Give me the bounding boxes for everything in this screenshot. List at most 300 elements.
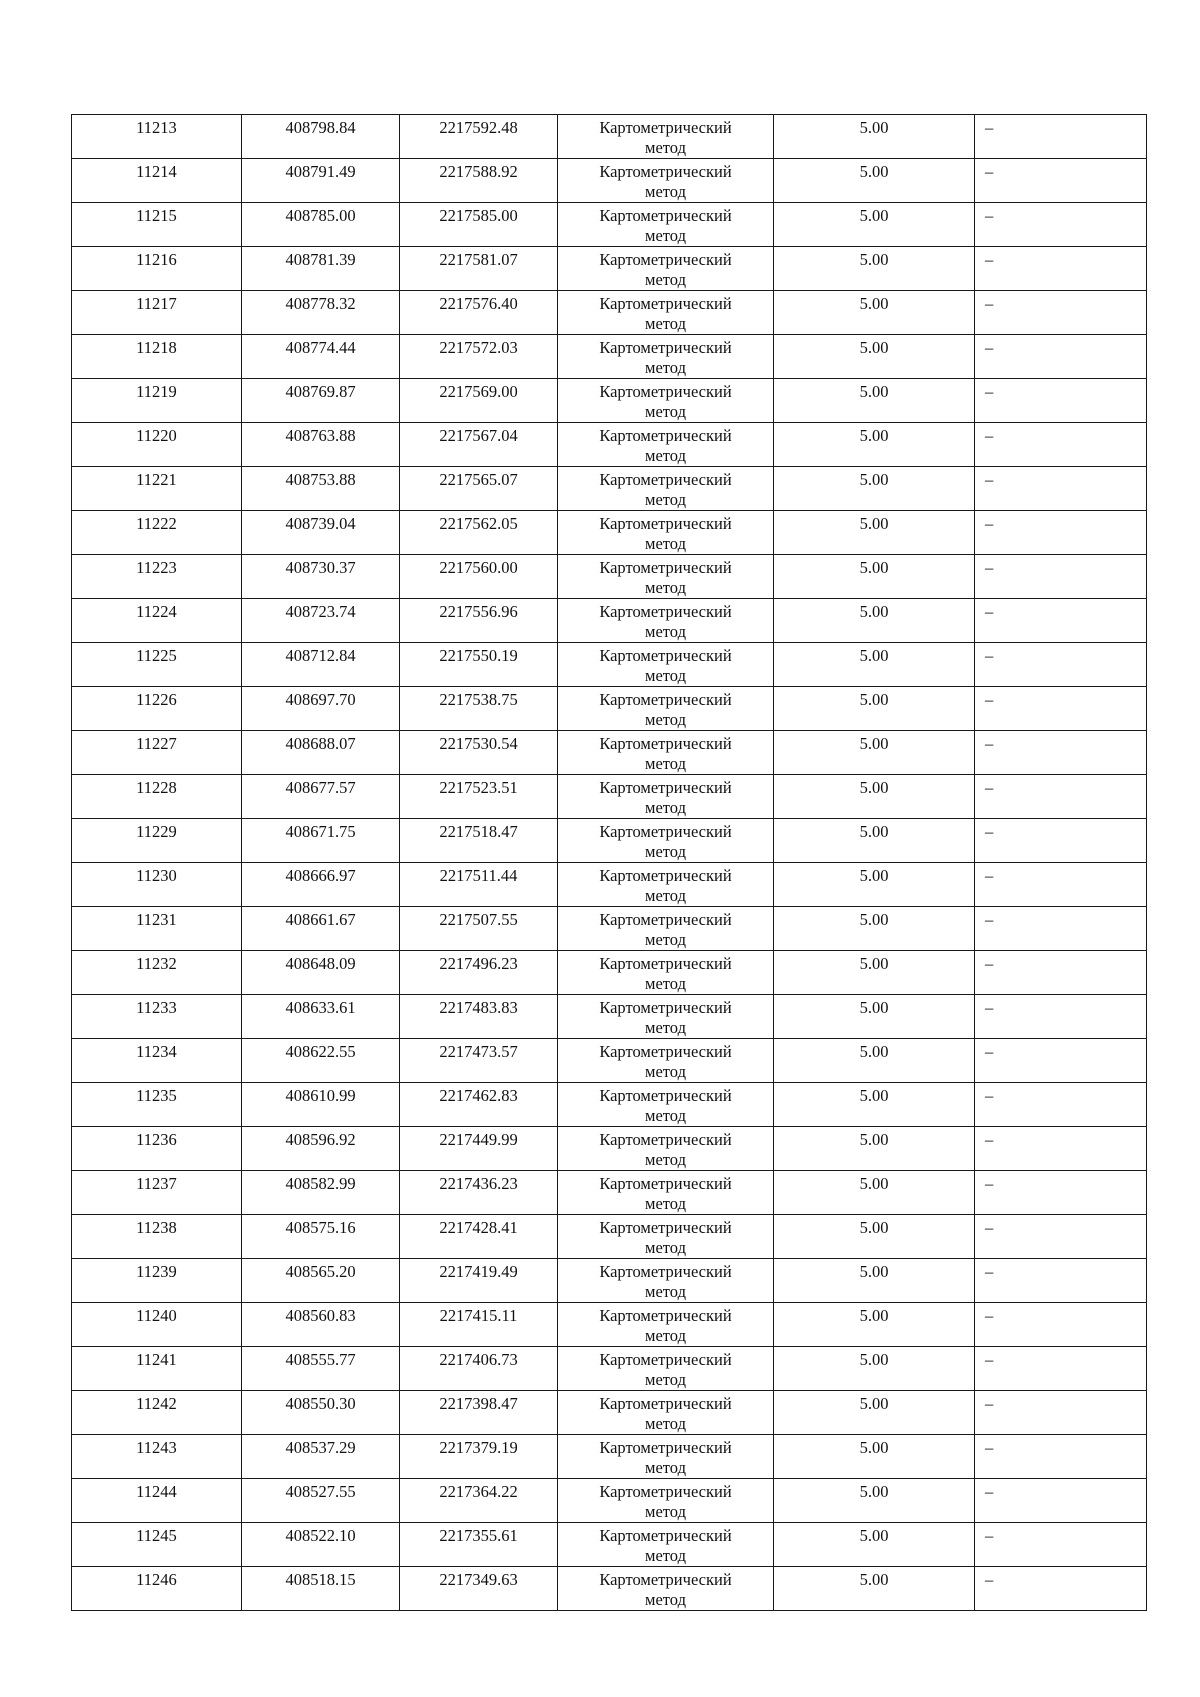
x-coordinate-cell: 408518.15	[242, 1567, 400, 1611]
x-coordinate-cell: 408774.44	[242, 335, 400, 379]
table-row	[72, 643, 1147, 687]
method-cell	[558, 115, 774, 159]
y-coordinate-cell: 2217565.07	[400, 467, 558, 511]
note-cell: –	[975, 1303, 1147, 1347]
x-coordinate-cell: 408763.88	[242, 423, 400, 467]
x-coordinate-cell: 408677.57	[242, 775, 400, 819]
y-coordinate-cell: 2217364.22	[400, 1479, 558, 1523]
method-line-2: метод	[645, 886, 686, 905]
method-cell	[558, 1127, 774, 1171]
point-number-cell: 11224	[72, 599, 242, 643]
point-number-cell: 11237	[72, 1171, 242, 1215]
x-coordinate-cell: 408661.67	[242, 907, 400, 951]
table-row	[72, 1435, 1147, 1479]
y-coordinate-cell: 2217507.55	[400, 907, 558, 951]
y-coordinate-cell: 2217355.61	[400, 1523, 558, 1567]
table-row	[72, 1083, 1147, 1127]
method-line-2: метод	[645, 1370, 686, 1389]
method-line-2: метод	[645, 1150, 686, 1169]
y-coordinate-cell: 2217379.19	[400, 1435, 558, 1479]
x-coordinate-cell: 408610.99	[242, 1083, 400, 1127]
method-cell	[558, 555, 774, 599]
method-line-2: метод	[645, 1282, 686, 1301]
point-number-cell: 11234	[72, 1039, 242, 1083]
x-coordinate-cell: 408785.00	[242, 203, 400, 247]
accuracy-cell: 5.00	[774, 1259, 975, 1303]
method-line-1: Картометрический	[599, 1130, 732, 1149]
y-coordinate-cell: 2217588.92	[400, 159, 558, 203]
table-row	[72, 291, 1147, 335]
accuracy-cell: 5.00	[774, 775, 975, 819]
note-cell: –	[975, 995, 1147, 1039]
x-coordinate-cell: 408560.83	[242, 1303, 400, 1347]
accuracy-cell: 5.00	[774, 1435, 975, 1479]
y-coordinate-cell: 2217556.96	[400, 599, 558, 643]
method-cell	[558, 291, 774, 335]
accuracy-cell: 5.00	[774, 1479, 975, 1523]
y-coordinate-cell: 2217406.73	[400, 1347, 558, 1391]
method-line-2: метод	[645, 842, 686, 861]
point-number-cell: 11240	[72, 1303, 242, 1347]
point-number-cell: 11214	[72, 159, 242, 203]
y-coordinate-cell: 2217538.75	[400, 687, 558, 731]
note-cell: –	[975, 1127, 1147, 1171]
table-row	[72, 1039, 1147, 1083]
y-coordinate-cell: 2217567.04	[400, 423, 558, 467]
table-row	[72, 1391, 1147, 1435]
note-cell: –	[975, 1039, 1147, 1083]
note-cell: –	[975, 731, 1147, 775]
point-number-cell: 11218	[72, 335, 242, 379]
method-line-2: метод	[645, 974, 686, 993]
method-line-1: Картометрический	[599, 382, 732, 401]
table-row	[72, 1523, 1147, 1567]
method-line-1: Картометрический	[599, 162, 732, 181]
note-cell: –	[975, 555, 1147, 599]
method-line-2: метод	[645, 1502, 686, 1521]
accuracy-cell: 5.00	[774, 159, 975, 203]
x-coordinate-cell: 408798.84	[242, 115, 400, 159]
method-cell	[558, 335, 774, 379]
table-row	[72, 775, 1147, 819]
table-row	[72, 423, 1147, 467]
method-line-1: Картометрический	[599, 1262, 732, 1281]
method-line-2: метод	[645, 1062, 686, 1081]
table-row	[72, 819, 1147, 863]
y-coordinate-cell: 2217523.51	[400, 775, 558, 819]
method-line-1: Картометрический	[599, 426, 732, 445]
method-line-2: метод	[645, 930, 686, 949]
y-coordinate-cell: 2217419.49	[400, 1259, 558, 1303]
method-line-2: метод	[645, 138, 686, 157]
accuracy-cell: 5.00	[774, 1039, 975, 1083]
method-line-1: Картометрический	[599, 558, 732, 577]
accuracy-cell: 5.00	[774, 379, 975, 423]
method-line-1: Картометрический	[599, 1174, 732, 1193]
x-coordinate-cell: 408688.07	[242, 731, 400, 775]
y-coordinate-cell: 2217462.83	[400, 1083, 558, 1127]
note-cell: –	[975, 775, 1147, 819]
table-row	[72, 247, 1147, 291]
method-line-2: метод	[645, 1414, 686, 1433]
y-coordinate-cell: 2217581.07	[400, 247, 558, 291]
method-line-1: Картометрический	[599, 338, 732, 357]
method-line-1: Картометрический	[599, 866, 732, 885]
y-coordinate-cell: 2217473.57	[400, 1039, 558, 1083]
note-cell: –	[975, 643, 1147, 687]
note-cell: –	[975, 511, 1147, 555]
method-cell	[558, 687, 774, 731]
method-line-2: метод	[645, 270, 686, 289]
table-row	[72, 203, 1147, 247]
table-row	[72, 1303, 1147, 1347]
table-row	[72, 159, 1147, 203]
table-row	[72, 995, 1147, 1039]
note-cell: –	[975, 1171, 1147, 1215]
x-coordinate-cell: 408555.77	[242, 1347, 400, 1391]
method-cell	[558, 1215, 774, 1259]
point-number-cell: 11231	[72, 907, 242, 951]
note-cell: –	[975, 1259, 1147, 1303]
note-cell: –	[975, 291, 1147, 335]
point-number-cell: 11215	[72, 203, 242, 247]
accuracy-cell: 5.00	[774, 511, 975, 555]
note-cell: –	[975, 115, 1147, 159]
point-number-cell: 11232	[72, 951, 242, 995]
table-row	[72, 555, 1147, 599]
method-cell	[558, 247, 774, 291]
method-cell	[558, 775, 774, 819]
y-coordinate-cell: 2217592.48	[400, 115, 558, 159]
y-coordinate-cell: 2217511.44	[400, 863, 558, 907]
x-coordinate-cell: 408633.61	[242, 995, 400, 1039]
accuracy-cell: 5.00	[774, 203, 975, 247]
method-cell	[558, 1171, 774, 1215]
method-cell	[558, 599, 774, 643]
x-coordinate-cell: 408712.84	[242, 643, 400, 687]
method-line-1: Картометрический	[599, 1350, 732, 1369]
point-number-cell: 11225	[72, 643, 242, 687]
method-line-1: Картометрический	[599, 1438, 732, 1457]
method-line-2: метод	[645, 490, 686, 509]
table-row	[72, 599, 1147, 643]
accuracy-cell: 5.00	[774, 1303, 975, 1347]
point-number-cell: 11227	[72, 731, 242, 775]
method-line-1: Картометрический	[599, 954, 732, 973]
method-line-1: Картометрический	[599, 514, 732, 533]
accuracy-cell: 5.00	[774, 291, 975, 335]
x-coordinate-cell: 408648.09	[242, 951, 400, 995]
point-number-cell: 11229	[72, 819, 242, 863]
x-coordinate-cell: 408739.04	[242, 511, 400, 555]
note-cell: –	[975, 159, 1147, 203]
accuracy-cell: 5.00	[774, 555, 975, 599]
note-cell: –	[975, 863, 1147, 907]
table-row	[72, 1567, 1147, 1611]
method-line-1: Картометрический	[599, 1526, 732, 1545]
method-line-2: метод	[645, 622, 686, 641]
table-row	[72, 1215, 1147, 1259]
accuracy-cell: 5.00	[774, 247, 975, 291]
point-number-cell: 11236	[72, 1127, 242, 1171]
y-coordinate-cell: 2217562.05	[400, 511, 558, 555]
accuracy-cell: 5.00	[774, 819, 975, 863]
x-coordinate-cell: 408565.20	[242, 1259, 400, 1303]
table-row	[72, 687, 1147, 731]
note-cell: –	[975, 1391, 1147, 1435]
point-number-cell: 11238	[72, 1215, 242, 1259]
accuracy-cell: 5.00	[774, 115, 975, 159]
note-cell: –	[975, 423, 1147, 467]
point-number-cell: 11230	[72, 863, 242, 907]
method-line-2: метод	[645, 358, 686, 377]
method-line-2: метод	[645, 666, 686, 685]
method-line-2: метод	[645, 1458, 686, 1477]
method-line-1: Картометрический	[599, 602, 732, 621]
point-number-cell: 11226	[72, 687, 242, 731]
point-number-cell: 11244	[72, 1479, 242, 1523]
method-cell	[558, 1259, 774, 1303]
x-coordinate-cell: 408730.37	[242, 555, 400, 599]
method-line-2: метод	[645, 534, 686, 553]
method-cell	[558, 1039, 774, 1083]
y-coordinate-cell: 2217550.19	[400, 643, 558, 687]
x-coordinate-cell: 408527.55	[242, 1479, 400, 1523]
point-number-cell: 11241	[72, 1347, 242, 1391]
note-cell: –	[975, 1479, 1147, 1523]
point-number-cell: 11220	[72, 423, 242, 467]
y-coordinate-cell: 2217496.23	[400, 951, 558, 995]
accuracy-cell: 5.00	[774, 1391, 975, 1435]
method-line-2: метод	[645, 754, 686, 773]
accuracy-cell: 5.00	[774, 467, 975, 511]
note-cell: –	[975, 819, 1147, 863]
method-cell	[558, 1435, 774, 1479]
method-cell	[558, 995, 774, 1039]
method-line-1: Картометрический	[599, 1086, 732, 1105]
accuracy-cell: 5.00	[774, 995, 975, 1039]
method-line-2: метод	[645, 1546, 686, 1565]
point-number-cell: 11219	[72, 379, 242, 423]
method-cell	[558, 511, 774, 555]
method-line-2: метод	[645, 1238, 686, 1257]
method-cell	[558, 1391, 774, 1435]
y-coordinate-cell: 2217436.23	[400, 1171, 558, 1215]
method-line-1: Картометрический	[599, 1218, 732, 1237]
note-cell: –	[975, 203, 1147, 247]
note-cell: –	[975, 907, 1147, 951]
method-line-2: метод	[645, 226, 686, 245]
method-line-1: Картометрический	[599, 1394, 732, 1413]
accuracy-cell: 5.00	[774, 1215, 975, 1259]
table-row	[72, 335, 1147, 379]
accuracy-cell: 5.00	[774, 1127, 975, 1171]
x-coordinate-cell: 408622.55	[242, 1039, 400, 1083]
note-cell: –	[975, 1567, 1147, 1611]
method-line-1: Картометрический	[599, 294, 732, 313]
method-cell	[558, 731, 774, 775]
accuracy-cell: 5.00	[774, 1083, 975, 1127]
method-line-1: Картометрический	[599, 118, 732, 137]
method-cell	[558, 1303, 774, 1347]
accuracy-cell: 5.00	[774, 687, 975, 731]
coordinates-table-body	[72, 115, 1147, 1611]
x-coordinate-cell: 408781.39	[242, 247, 400, 291]
y-coordinate-cell: 2217572.03	[400, 335, 558, 379]
method-line-1: Картометрический	[599, 734, 732, 753]
method-line-2: метод	[645, 578, 686, 597]
x-coordinate-cell: 408723.74	[242, 599, 400, 643]
accuracy-cell: 5.00	[774, 951, 975, 995]
method-line-1: Картометрический	[599, 910, 732, 929]
x-coordinate-cell: 408791.49	[242, 159, 400, 203]
accuracy-cell: 5.00	[774, 643, 975, 687]
method-line-1: Картометрический	[599, 470, 732, 489]
method-line-1: Картометрический	[599, 1042, 732, 1061]
accuracy-cell: 5.00	[774, 335, 975, 379]
method-cell	[558, 1479, 774, 1523]
accuracy-cell: 5.00	[774, 1523, 975, 1567]
note-cell: –	[975, 335, 1147, 379]
point-number-cell: 11213	[72, 115, 242, 159]
accuracy-cell: 5.00	[774, 731, 975, 775]
accuracy-cell: 5.00	[774, 1347, 975, 1391]
y-coordinate-cell: 2217428.41	[400, 1215, 558, 1259]
y-coordinate-cell: 2217349.63	[400, 1567, 558, 1611]
method-cell	[558, 379, 774, 423]
y-coordinate-cell: 2217560.00	[400, 555, 558, 599]
table-row	[72, 951, 1147, 995]
table-row	[72, 863, 1147, 907]
method-line-1: Картометрический	[599, 822, 732, 841]
accuracy-cell: 5.00	[774, 907, 975, 951]
note-cell: –	[975, 1523, 1147, 1567]
table-row	[72, 379, 1147, 423]
point-number-cell: 11221	[72, 467, 242, 511]
note-cell: –	[975, 1435, 1147, 1479]
y-coordinate-cell: 2217576.40	[400, 291, 558, 335]
method-cell	[558, 907, 774, 951]
accuracy-cell: 5.00	[774, 863, 975, 907]
method-line-2: метод	[645, 1018, 686, 1037]
table-row	[72, 467, 1147, 511]
accuracy-cell: 5.00	[774, 1171, 975, 1215]
y-coordinate-cell: 2217415.11	[400, 1303, 558, 1347]
point-number-cell: 11223	[72, 555, 242, 599]
note-cell: –	[975, 951, 1147, 995]
y-coordinate-cell: 2217569.00	[400, 379, 558, 423]
method-line-2: метод	[645, 402, 686, 421]
x-coordinate-cell: 408582.99	[242, 1171, 400, 1215]
x-coordinate-cell: 408550.30	[242, 1391, 400, 1435]
method-cell	[558, 1083, 774, 1127]
method-line-2: метод	[645, 182, 686, 201]
note-cell: –	[975, 467, 1147, 511]
method-line-2: метод	[645, 710, 686, 729]
table-row	[72, 731, 1147, 775]
method-line-2: метод	[645, 1590, 686, 1609]
method-line-1: Картометрический	[599, 646, 732, 665]
point-number-cell: 11235	[72, 1083, 242, 1127]
accuracy-cell: 5.00	[774, 599, 975, 643]
method-line-2: метод	[645, 314, 686, 333]
point-number-cell: 11217	[72, 291, 242, 335]
method-line-1: Картометрический	[599, 1570, 732, 1589]
table-row	[72, 115, 1147, 159]
point-number-cell: 11228	[72, 775, 242, 819]
point-number-cell: 11239	[72, 1259, 242, 1303]
y-coordinate-cell: 2217518.47	[400, 819, 558, 863]
table-row	[72, 1347, 1147, 1391]
method-line-2: метод	[645, 446, 686, 465]
x-coordinate-cell: 408596.92	[242, 1127, 400, 1171]
table-row	[72, 1127, 1147, 1171]
table-row	[72, 1479, 1147, 1523]
note-cell: –	[975, 1347, 1147, 1391]
method-cell	[558, 423, 774, 467]
table-row	[72, 1259, 1147, 1303]
method-line-1: Картометрический	[599, 778, 732, 797]
method-cell	[558, 819, 774, 863]
x-coordinate-cell: 408575.16	[242, 1215, 400, 1259]
method-line-1: Картометрический	[599, 206, 732, 225]
method-line-1: Картометрический	[599, 998, 732, 1017]
x-coordinate-cell: 408778.32	[242, 291, 400, 335]
point-number-cell: 11242	[72, 1391, 242, 1435]
method-line-2: метод	[645, 1106, 686, 1125]
method-cell	[558, 951, 774, 995]
y-coordinate-cell: 2217398.47	[400, 1391, 558, 1435]
accuracy-cell: 5.00	[774, 1567, 975, 1611]
method-line-1: Картометрический	[599, 690, 732, 709]
note-cell: –	[975, 687, 1147, 731]
accuracy-cell: 5.00	[774, 423, 975, 467]
x-coordinate-cell: 408666.97	[242, 863, 400, 907]
note-cell: –	[975, 247, 1147, 291]
note-cell: –	[975, 379, 1147, 423]
method-cell	[558, 1347, 774, 1391]
coordinates-table	[71, 114, 1147, 1611]
method-cell	[558, 203, 774, 247]
x-coordinate-cell: 408671.75	[242, 819, 400, 863]
x-coordinate-cell: 408753.88	[242, 467, 400, 511]
y-coordinate-cell: 2217449.99	[400, 1127, 558, 1171]
table-row	[72, 1171, 1147, 1215]
note-cell: –	[975, 1083, 1147, 1127]
point-number-cell: 11222	[72, 511, 242, 555]
method-cell	[558, 643, 774, 687]
method-line-1: Картометрический	[599, 250, 732, 269]
x-coordinate-cell: 408769.87	[242, 379, 400, 423]
note-cell: –	[975, 1215, 1147, 1259]
method-line-1: Картометрический	[599, 1306, 732, 1325]
y-coordinate-cell: 2217483.83	[400, 995, 558, 1039]
method-cell	[558, 159, 774, 203]
x-coordinate-cell: 408537.29	[242, 1435, 400, 1479]
y-coordinate-cell: 2217530.54	[400, 731, 558, 775]
point-number-cell: 11233	[72, 995, 242, 1039]
method-cell	[558, 1523, 774, 1567]
point-number-cell: 11246	[72, 1567, 242, 1611]
note-cell: –	[975, 599, 1147, 643]
method-cell	[558, 1567, 774, 1611]
x-coordinate-cell: 408697.70	[242, 687, 400, 731]
table-row	[72, 511, 1147, 555]
table-row	[72, 907, 1147, 951]
method-line-2: метод	[645, 1194, 686, 1213]
method-line-1: Картометрический	[599, 1482, 732, 1501]
y-coordinate-cell: 2217585.00	[400, 203, 558, 247]
